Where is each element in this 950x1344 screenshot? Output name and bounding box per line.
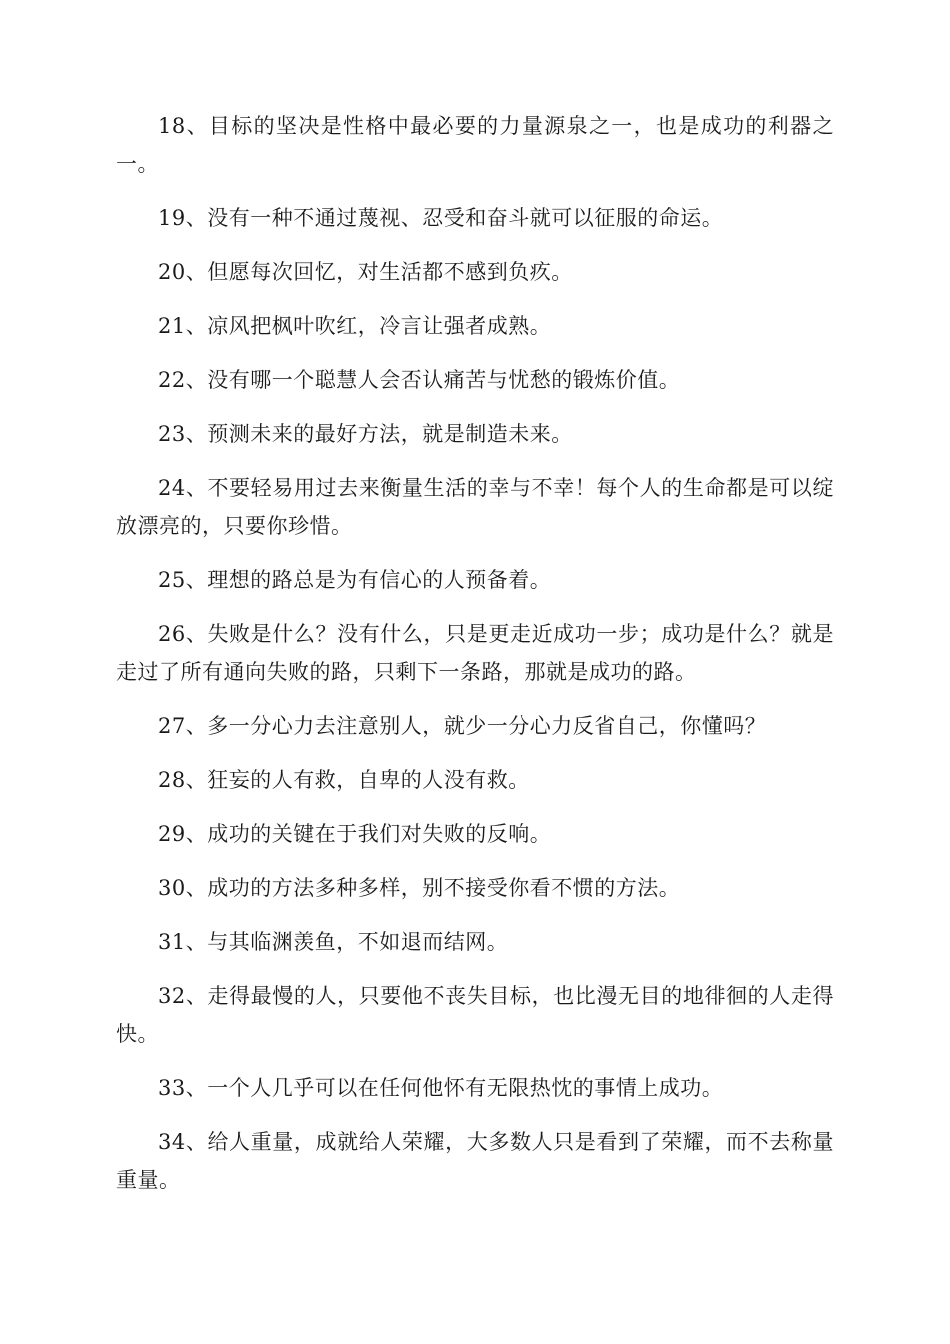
paragraph-26: 26、失败是什么？没有什么，只是更走近成功一步；成功是什么？就是走过了所有通向失败的路，只剩下一条路，那就是成功的路。 bbox=[116, 622, 834, 684]
paragraph-18: 18、目标的坚决是性格中最必要的力量源泉之一，也是成功的利器之一。 bbox=[116, 114, 834, 176]
paragraph-20: 20、但愿每次回忆，对生活都不感到负疚。 bbox=[158, 260, 573, 284]
paragraph-24: 24、不要轻易用过去来衡量生活的幸与不幸！每个人的生命都是可以绽放漂亮的，只要你珍惜。 bbox=[116, 476, 834, 538]
paragraph-27: 27、多一分心力去注意别人，就少一分心力反省自己，你懂吗？ bbox=[158, 714, 767, 738]
paragraph-31: 31、与其临渊羡鱼，不如退而结网。 bbox=[158, 930, 509, 954]
paragraph-28: 28、狂妄的人有救，自卑的人没有救。 bbox=[158, 768, 530, 792]
document-page bbox=[116, 107, 834, 1215]
paragraph-21: 21、凉风把枫叶吹红，冷言让强者成熟。 bbox=[158, 314, 552, 338]
paragraph-19: 19、没有一种不通过蔑视、忍受和奋斗就可以征服的命运。 bbox=[158, 206, 724, 230]
paragraph-22: 22、没有哪一个聪慧人会否认痛苦与忧愁的锻炼价值。 bbox=[158, 368, 681, 392]
paragraph-33: 33、一个人几乎可以在任何他怀有无限热忱的事情上成功。 bbox=[158, 1076, 724, 1100]
paragraph-23: 23、预测未来的最好方法，就是制造未来。 bbox=[158, 422, 573, 446]
paragraph-29: 29、成功的关键在于我们对失败的反响。 bbox=[158, 822, 552, 846]
paragraph-25: 25、理想的路总是为有信心的人预备着。 bbox=[158, 568, 552, 592]
paragraph-34: 34、给人重量，成就给人荣耀，大多数人只是看到了荣耀，而不去称量重量。 bbox=[116, 1130, 834, 1192]
paragraph-30: 30、成功的方法多种多样，别不接受你看不惯的方法。 bbox=[158, 876, 681, 900]
paragraph-32: 32、走得最慢的人，只要他不丧失目标，也比漫无目的地徘徊的人走得快。 bbox=[116, 984, 834, 1046]
